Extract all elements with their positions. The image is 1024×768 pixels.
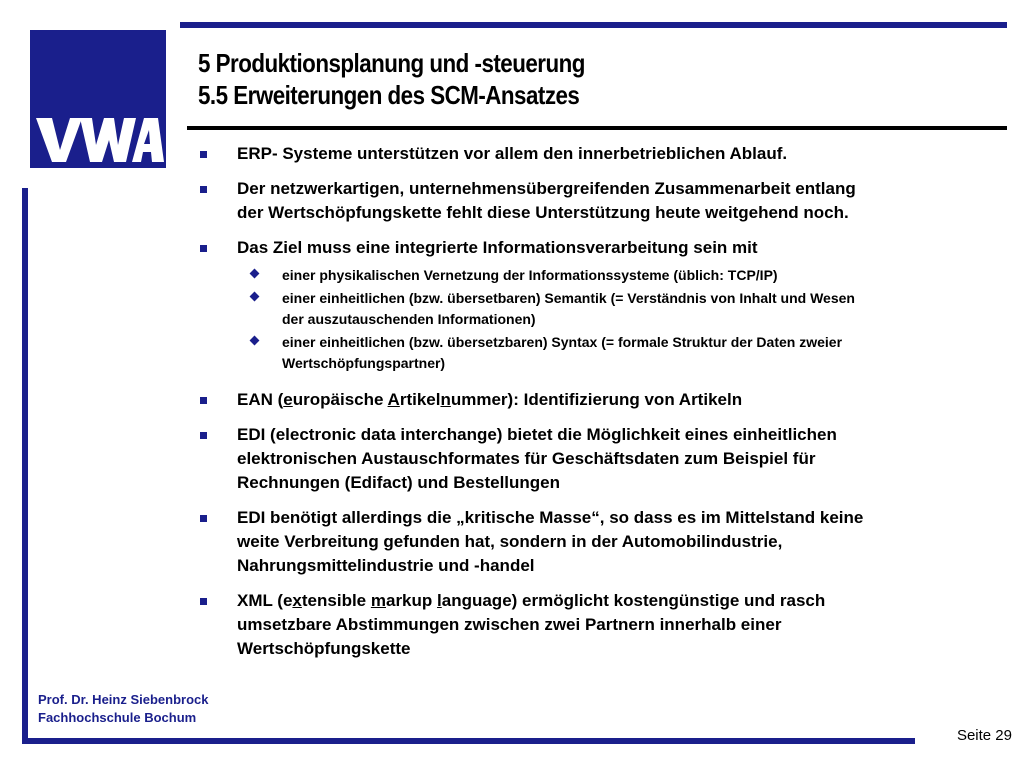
square-bullet-icon (200, 151, 207, 158)
title-divider (187, 126, 1007, 130)
bullet-edi-mass: EDI benötigt allerdings die „kritische Masse“, so dass es im Mittelstand keine weite Verbreitung gefunden hat, sondern in der Automobilindustrie, Nahrungsmittelindustrie und -handel (198, 506, 1008, 578)
bullet-goal: Das Ziel muss eine integrierte Informationsverarbeitung sein mit (198, 236, 1008, 260)
bullet-ean: EAN (europäische Artikelnummer): Identifizierung von Artikeln (198, 388, 1008, 412)
title-line-1: 5 Produktionsplanung und -steuerung (198, 48, 585, 78)
goal-sub-list (198, 265, 1008, 374)
square-bullet-icon (200, 186, 207, 193)
diamond-bullet-icon (250, 336, 260, 346)
bottom-accent-bar (22, 738, 915, 744)
page-number: Seite 29 (956, 727, 1012, 744)
bullet-xml: XML (extensible markup language) ermöglicht kostengünstige und rasch umsetzbare Abstimmungen zwischen zwei Partnern innerhalb einer Wertschöpfungskette (198, 589, 1008, 661)
bullet-erp: ERP- Systeme unterstützen vor allem den innerbetrieblichen Ablauf. (198, 142, 1008, 166)
footer-author (38, 691, 209, 727)
author-name: Prof. Dr. Heinz Siebenbrock (38, 692, 209, 707)
diamond-bullet-icon (250, 292, 260, 302)
top-accent-bar (180, 22, 1007, 28)
bullet-network: Der netzwerkartigen, unternehmensübergreifenden Zusammenarbeit entlang der Wertschöpfungskette fehlt diese Unterstützung heute weitgehend noch. (198, 177, 1008, 225)
sub-bullet-syntax: einer einheitlichen (bzw. übersetzbaren) Syntax (= formale Struktur der Daten zweier Wertschöpfungspartner) (198, 332, 1008, 374)
bullet-edi: EDI (electronic data interchange) bietet die Möglichkeit eines einheitlichen elektronischen Austauschformates für Geschäftsdaten zum Beispiel für Rechnungen (Edifact) und Bestellungen (198, 423, 1008, 495)
slide-content (198, 142, 1008, 672)
diamond-bullet-icon (250, 269, 260, 279)
institution-name: Fachhochschule Bochum (38, 710, 197, 725)
square-bullet-icon (200, 397, 207, 404)
slide-title (198, 47, 585, 111)
vwa-logo (30, 30, 166, 168)
sub-bullet-network: einer physikalischen Vernetzung der Informationssysteme (üblich: TCP/IP) (198, 265, 1008, 286)
vwa-logo-mark (30, 30, 166, 168)
square-bullet-icon (200, 598, 207, 605)
left-accent-bar (22, 188, 28, 743)
title-line-2: 5.5 Erweiterungen des SCM-Ansatzes (198, 80, 580, 110)
square-bullet-icon (200, 515, 207, 522)
square-bullet-icon (200, 245, 207, 252)
sub-bullet-semantics: einer einheitlichen (bzw. übersetbaren) Semantik (= Verständnis von Inhalt und Wesen der auszutauschenden Informationen) (198, 288, 1008, 330)
square-bullet-icon (200, 432, 207, 439)
